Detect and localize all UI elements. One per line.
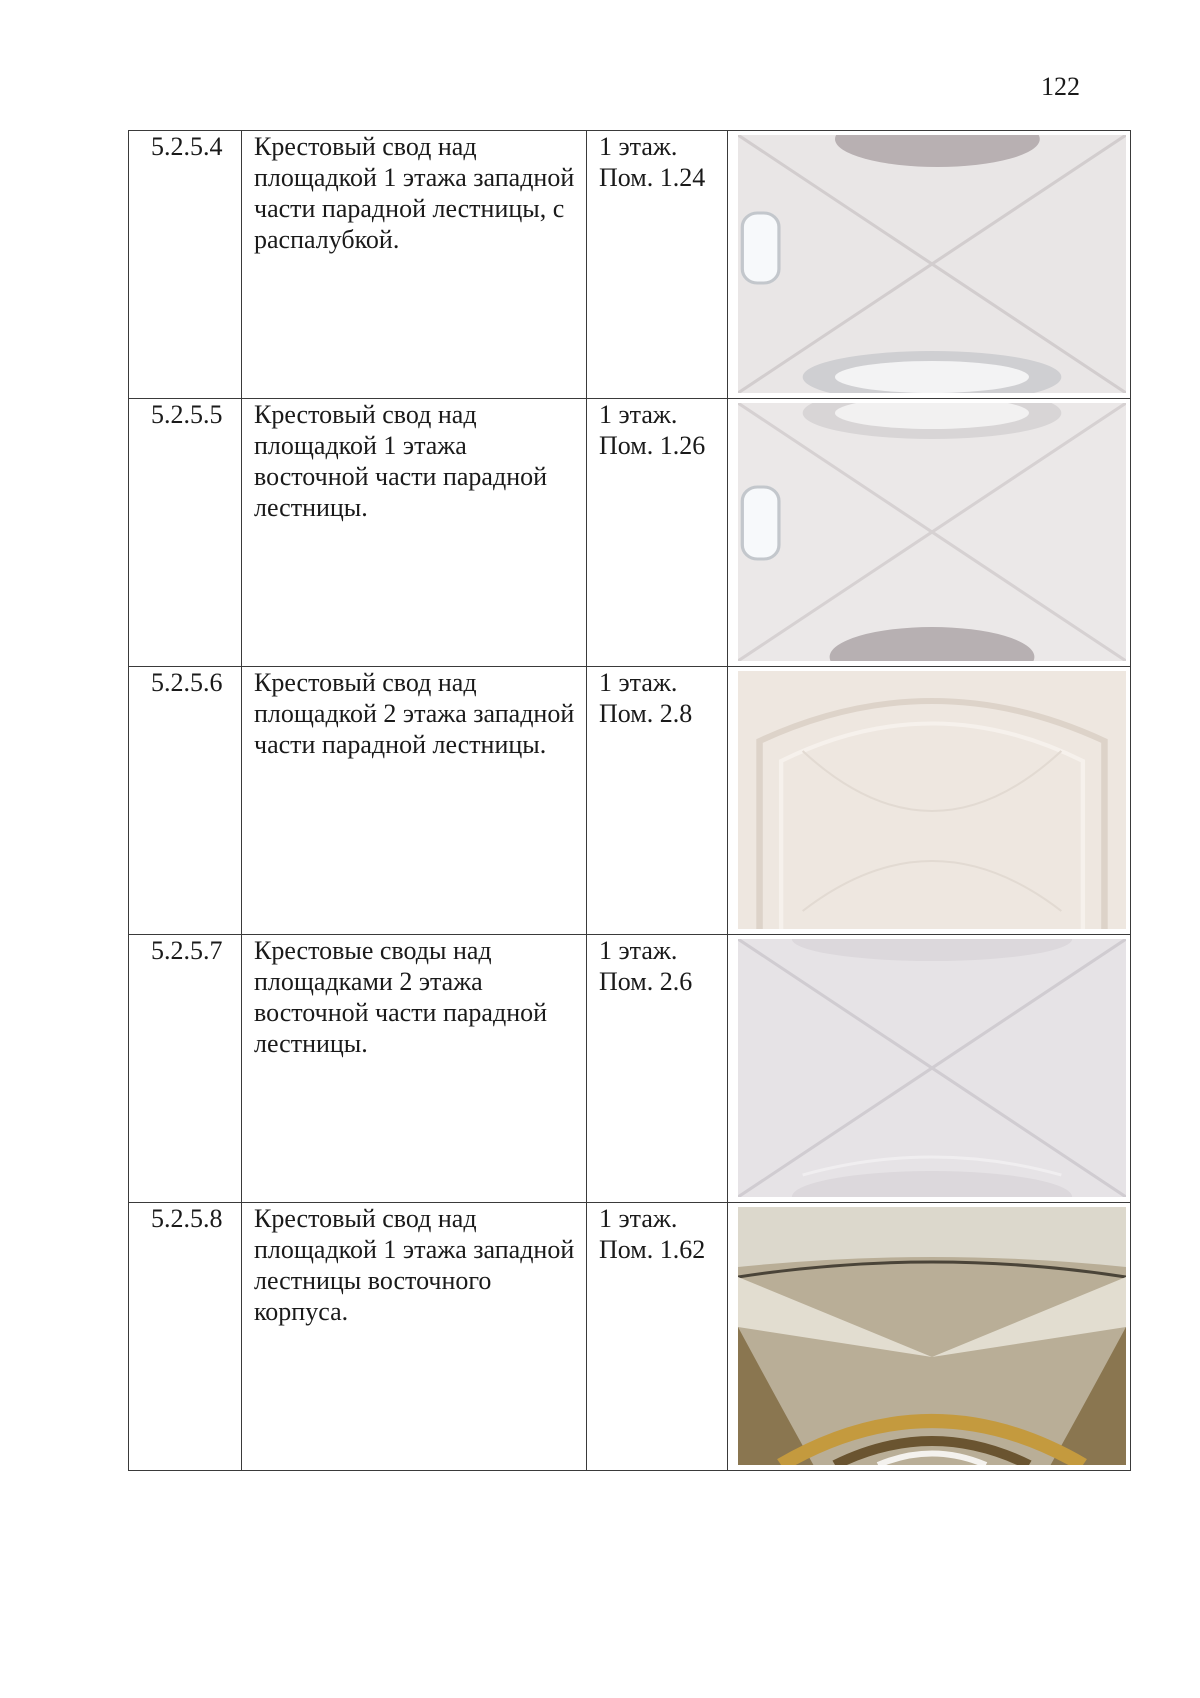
page-number: 122 — [1041, 72, 1080, 101]
item-location — [587, 399, 727, 461]
item-description: Крестовые своды над площадками 2 этажа восточной части парадной лестницы. — [254, 936, 548, 1058]
table-row — [129, 935, 1131, 1203]
item-number: 5.2.5.6 — [151, 668, 223, 697]
vault-photo — [738, 1207, 1126, 1465]
vault-photo — [738, 939, 1126, 1197]
room-label: Пом. 1.26 — [599, 431, 706, 460]
item-location — [587, 667, 727, 729]
floor-label: 1 этаж. — [599, 936, 678, 965]
floor-label: 1 этаж. — [599, 132, 678, 161]
vault-photo — [738, 671, 1126, 929]
room-label: Пом. 2.8 — [599, 699, 693, 728]
table-row — [129, 131, 1131, 399]
item-description: Крестовый свод над площадкой 1 этажа западной части парадной лестницы, с распалубкой. — [254, 132, 575, 254]
item-number: 5.2.5.8 — [151, 1204, 223, 1233]
item-number: 5.2.5.7 — [151, 936, 223, 965]
item-description: Крестовый свод над площадкой 1 этажа западной лестницы восточного корпуса. — [254, 1204, 575, 1326]
room-label: Пом. 1.24 — [599, 163, 706, 192]
vault-photo — [738, 135, 1126, 393]
table-row — [129, 399, 1131, 667]
room-label: Пом. 2.6 — [599, 967, 693, 996]
item-number: 5.2.5.5 — [151, 400, 223, 429]
table-row — [129, 667, 1131, 935]
table-row — [129, 1203, 1131, 1471]
item-description: Крестовый свод над площадкой 2 этажа западной части парадной лестницы. — [254, 668, 575, 759]
item-location — [587, 1203, 727, 1265]
floor-label: 1 этаж. — [599, 1204, 678, 1233]
vault-inventory-table — [128, 130, 1131, 1471]
room-label: Пом. 1.62 — [599, 1235, 706, 1264]
vault-photo — [738, 403, 1126, 661]
item-description: Крестовый свод над площадкой 1 этажа восточной части парадной лестницы. — [254, 400, 548, 522]
item-number: 5.2.5.4 — [151, 132, 223, 161]
item-location — [587, 935, 727, 997]
floor-label: 1 этаж. — [599, 668, 678, 697]
item-location — [587, 131, 727, 193]
floor-label: 1 этаж. — [599, 400, 678, 429]
